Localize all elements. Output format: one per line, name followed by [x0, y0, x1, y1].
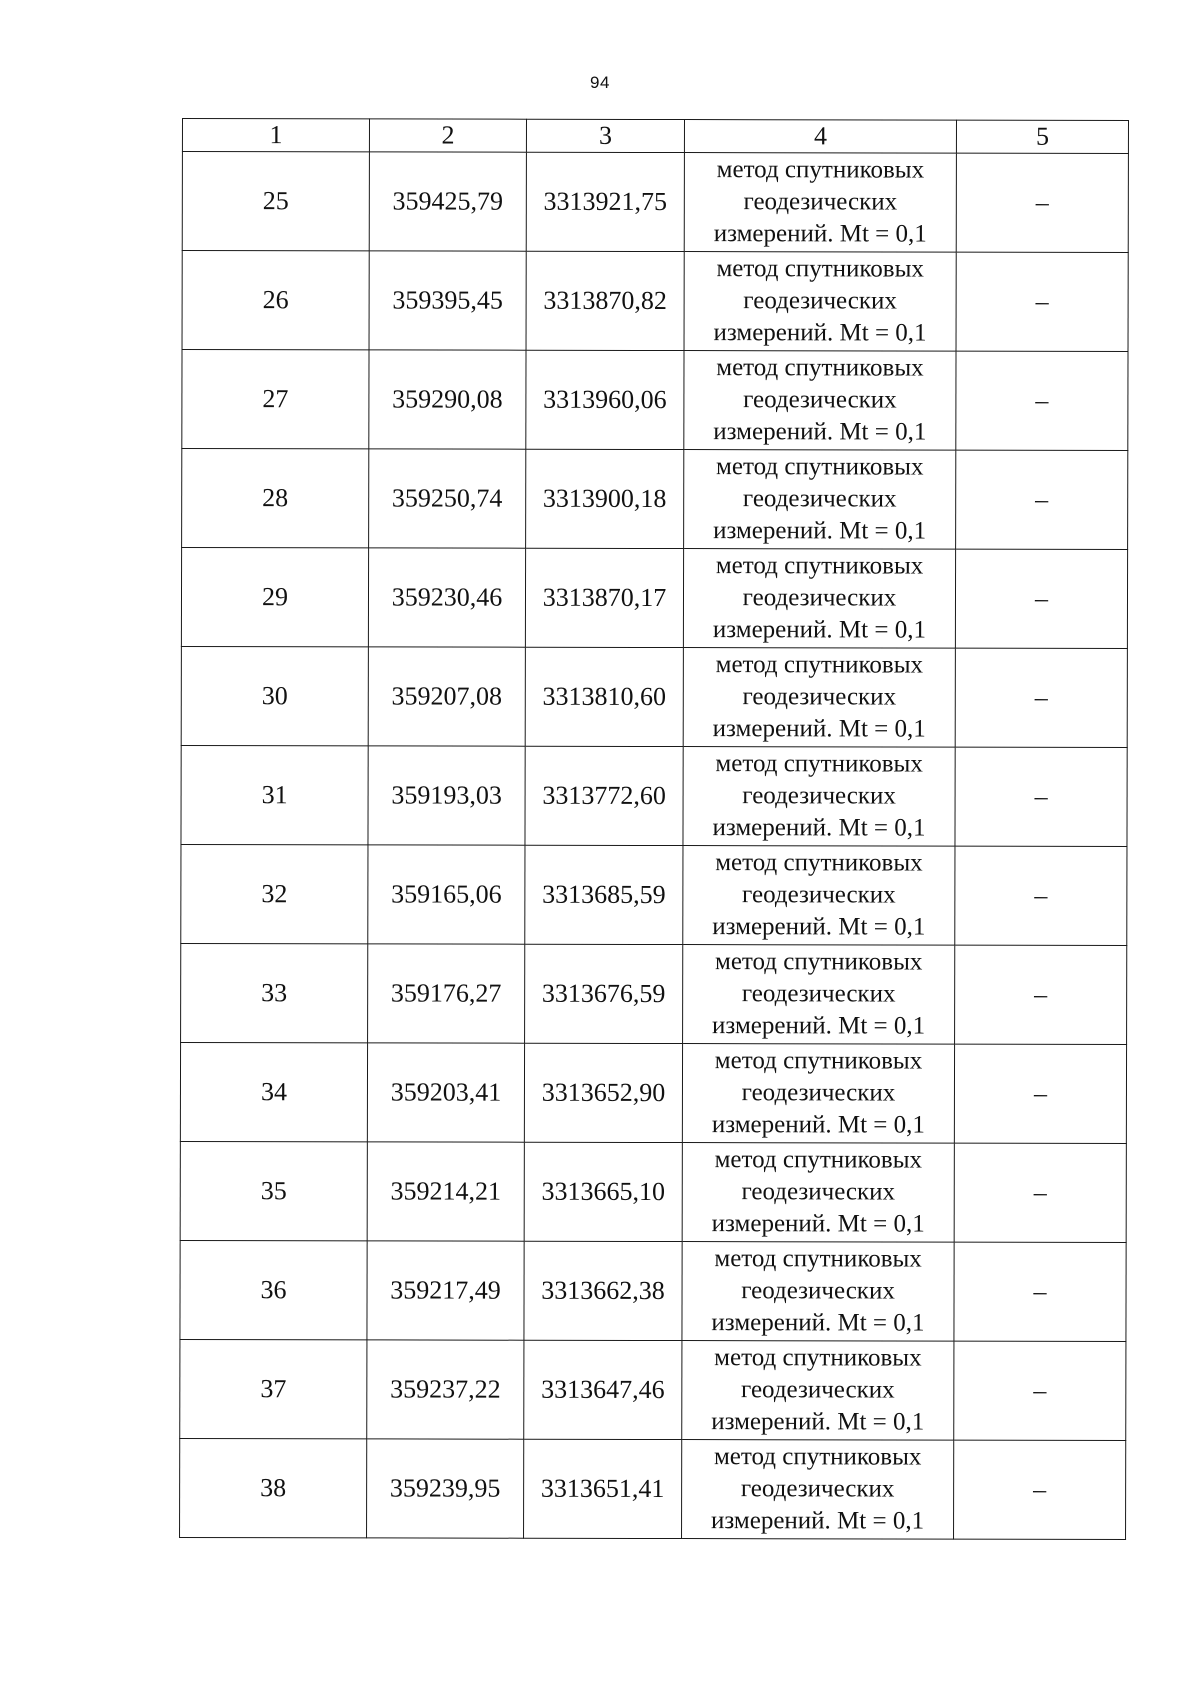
- table-row: [181, 548, 1127, 649]
- x-coordinate-cell: 359193,03: [368, 746, 525, 845]
- method-cell: [683, 648, 955, 748]
- method-line: геодезических: [741, 980, 896, 1008]
- method-line: геодезических: [743, 188, 898, 216]
- method-line: измерений. Mt = 0,1: [711, 1111, 925, 1139]
- point-number-cell: 26: [182, 251, 369, 350]
- point-number-cell: 36: [180, 1240, 367, 1339]
- method-line: геодезических: [742, 683, 897, 711]
- method-line: геодезических: [742, 881, 896, 909]
- point-number-cell: 33: [181, 943, 368, 1042]
- y-coordinate-cell: 3313960,06: [526, 350, 684, 449]
- method-line: метод спутниковых: [715, 651, 924, 679]
- x-coordinate-cell: 359290,08: [369, 350, 526, 449]
- x-coordinate-cell: 359217,49: [367, 1241, 524, 1340]
- method-line: измерений. Mt = 0,1: [711, 1210, 925, 1238]
- method-line: метод спутниковых: [714, 1146, 923, 1174]
- point-number-cell: 38: [180, 1438, 367, 1537]
- x-coordinate-cell: 359239,95: [367, 1439, 524, 1538]
- y-coordinate-cell: 3313772,60: [525, 746, 683, 845]
- x-coordinate-cell: 359230,46: [368, 548, 525, 647]
- method-cell: [683, 549, 955, 649]
- method-cell: [684, 252, 956, 352]
- column-header-4: 4: [684, 120, 956, 154]
- method-line: измерений. Mt = 0,1: [712, 616, 926, 644]
- method-line: геодезических: [741, 1376, 895, 1404]
- table-row: [180, 1339, 1126, 1440]
- note-cell: –: [956, 252, 1128, 351]
- note-cell: –: [955, 747, 1127, 846]
- method-cell: [683, 846, 955, 946]
- method-cell: [682, 1143, 954, 1243]
- point-number-cell: 32: [181, 844, 368, 943]
- method-cell: [682, 1341, 954, 1441]
- method-line: метод спутниковых: [716, 255, 924, 283]
- point-number-cell: 28: [182, 449, 369, 548]
- y-coordinate-cell: 3313647,46: [524, 1340, 682, 1439]
- table-row: [182, 152, 1128, 253]
- page-number: 94: [590, 73, 610, 92]
- method-line: метод спутниковых: [716, 453, 924, 481]
- coordinates-sheet: [179, 118, 1128, 1549]
- point-number-cell: 34: [180, 1042, 367, 1141]
- x-coordinate-cell: 359214,21: [367, 1142, 524, 1241]
- note-cell: –: [955, 648, 1127, 747]
- y-coordinate-cell: 3313870,17: [525, 548, 683, 647]
- method-line: геодезических: [741, 1178, 896, 1206]
- table-row: [182, 251, 1128, 352]
- point-number-cell: 37: [180, 1339, 367, 1438]
- note-cell: –: [954, 1242, 1126, 1341]
- x-coordinate-cell: 359207,08: [368, 647, 525, 746]
- method-line: измерений. Mt = 0,1: [713, 319, 927, 347]
- header-row: [182, 119, 1128, 154]
- method-line: измерений. Mt = 0,1: [712, 1012, 926, 1040]
- method-line: измерений. Mt = 0,1: [713, 418, 927, 446]
- method-cell: [684, 351, 956, 451]
- method-cell: [682, 1044, 954, 1144]
- x-coordinate-cell: 359176,27: [368, 944, 525, 1043]
- method-line: метод спутниковых: [715, 750, 923, 778]
- method-line: геодезических: [741, 1079, 896, 1107]
- table-row: [180, 1141, 1126, 1242]
- table-body: [180, 152, 1129, 1540]
- note-cell: –: [954, 1143, 1126, 1242]
- method-line: измерений. Mt = 0,1: [712, 913, 926, 941]
- method-cell: [682, 1440, 954, 1540]
- note-cell: –: [954, 1044, 1126, 1143]
- point-number-cell: 29: [181, 548, 368, 647]
- y-coordinate-cell: 3313662,38: [524, 1241, 682, 1340]
- x-coordinate-cell: 359425,79: [369, 152, 526, 251]
- table-row: [180, 1240, 1126, 1341]
- method-line: измерений. Mt = 0,1: [712, 715, 926, 743]
- y-coordinate-cell: 3313870,82: [526, 251, 684, 350]
- y-coordinate-cell: 3313810,60: [525, 647, 683, 746]
- point-number-cell: 31: [181, 745, 368, 844]
- point-number-cell: 35: [180, 1141, 367, 1240]
- x-coordinate-cell: 359237,22: [367, 1340, 524, 1439]
- method-line: метод спутниковых: [715, 552, 924, 580]
- note-cell: –: [956, 351, 1128, 450]
- column-header-5: 5: [956, 120, 1128, 153]
- note-cell: –: [955, 846, 1127, 945]
- method-line: метод спутниковых: [715, 849, 923, 877]
- point-number-cell: 27: [182, 350, 369, 449]
- x-coordinate-cell: 359395,45: [369, 251, 526, 350]
- method-line: измерений. Mt = 0,1: [710, 1507, 925, 1535]
- y-coordinate-cell: 3313651,41: [524, 1439, 682, 1538]
- method-line: геодезических: [743, 287, 897, 315]
- table-row: [181, 646, 1127, 747]
- method-cell: [683, 747, 955, 847]
- note-cell: –: [955, 549, 1127, 648]
- table-row: [182, 350, 1128, 451]
- point-number-cell: 30: [181, 646, 368, 745]
- method-line: метод спутниковых: [713, 1443, 922, 1471]
- y-coordinate-cell: 3313676,59: [525, 944, 683, 1043]
- method-line: измерений. Mt = 0,1: [713, 220, 927, 248]
- method-line: геодезических: [742, 584, 897, 612]
- note-cell: –: [954, 1440, 1126, 1539]
- table-row: [182, 449, 1128, 550]
- method-line: измерений. Mt = 0,1: [711, 1309, 925, 1337]
- point-number-cell: 25: [182, 152, 369, 251]
- y-coordinate-cell: 3313900,18: [526, 449, 684, 548]
- y-coordinate-cell: 3313685,59: [525, 845, 683, 944]
- method-line: метод спутниковых: [714, 1344, 922, 1372]
- method-line: метод спутниковых: [714, 1047, 923, 1075]
- note-cell: –: [956, 153, 1128, 252]
- table-row: [181, 943, 1127, 1044]
- method-line: измерений. Mt = 0,1: [713, 517, 927, 545]
- table-row: [181, 745, 1127, 846]
- column-header-2: 2: [369, 119, 526, 152]
- method-cell: [683, 945, 955, 1045]
- coordinates-table: [179, 118, 1129, 1540]
- note-cell: –: [954, 1341, 1126, 1440]
- column-header-1: 1: [182, 119, 369, 152]
- y-coordinate-cell: 3313921,75: [526, 152, 684, 251]
- method-line: геодезических: [742, 782, 896, 810]
- table-row: [180, 1438, 1126, 1539]
- method-line: метод спутниковых: [714, 1245, 922, 1273]
- table-row: [181, 844, 1127, 945]
- method-line: геодезических: [743, 386, 897, 414]
- method-line: метод спутниковых: [715, 948, 923, 976]
- method-line: измерений. Mt = 0,1: [711, 1408, 925, 1436]
- method-cell: [684, 153, 956, 253]
- method-line: геодезических: [740, 1475, 895, 1503]
- note-cell: –: [956, 450, 1128, 549]
- method-line: измерений. Mt = 0,1: [712, 814, 926, 842]
- x-coordinate-cell: 359250,74: [369, 449, 526, 548]
- y-coordinate-cell: 3313652,90: [524, 1043, 682, 1142]
- method-cell: [684, 450, 956, 550]
- x-coordinate-cell: 359165,06: [368, 845, 525, 944]
- table-row: [180, 1042, 1126, 1143]
- x-coordinate-cell: 359203,41: [367, 1043, 524, 1142]
- note-cell: –: [955, 945, 1127, 1044]
- method-cell: [682, 1242, 954, 1342]
- method-line: метод спутниковых: [716, 156, 925, 184]
- column-header-3: 3: [526, 119, 684, 152]
- method-line: геодезических: [742, 485, 897, 513]
- method-line: метод спутниковых: [716, 354, 924, 382]
- y-coordinate-cell: 3313665,10: [524, 1142, 682, 1241]
- method-line: геодезических: [741, 1277, 895, 1305]
